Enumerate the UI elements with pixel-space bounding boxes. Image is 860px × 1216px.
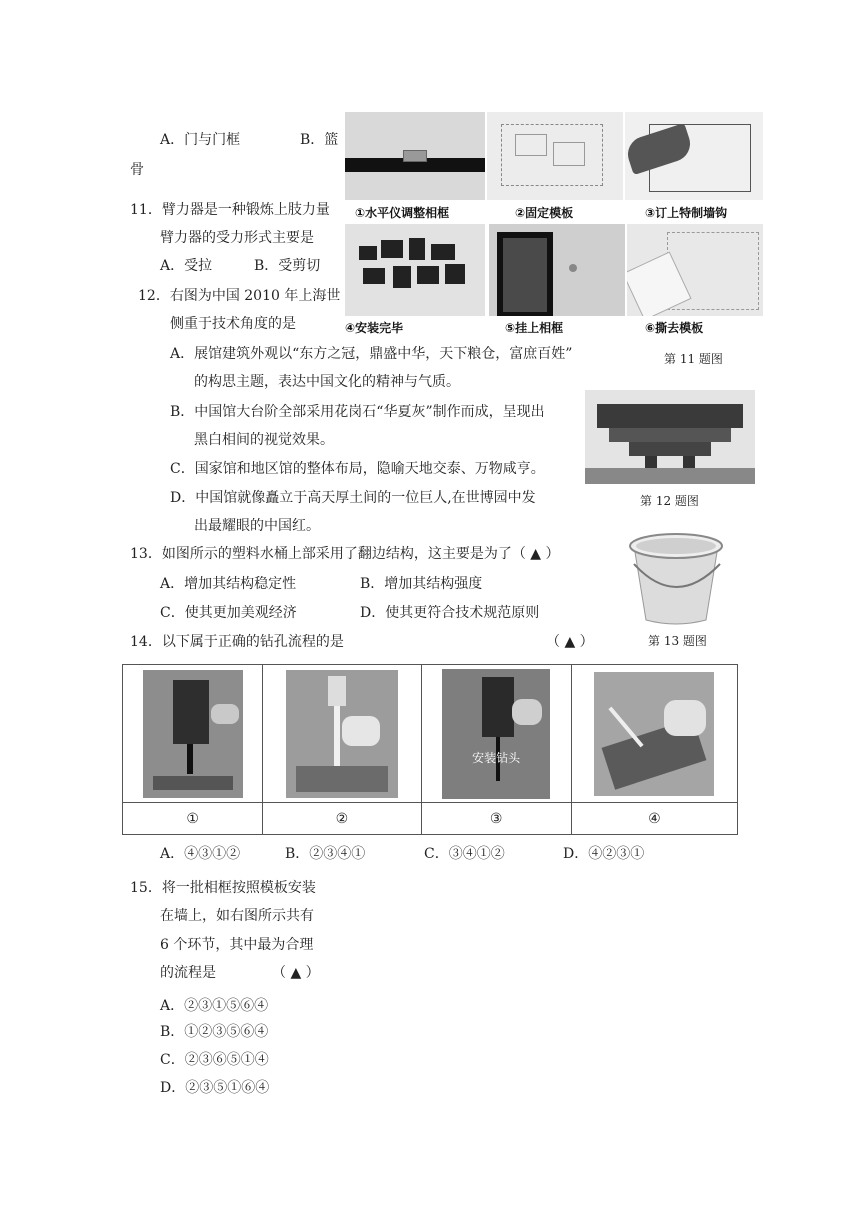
q12-option-b-line1: B．中国馆大台阶全部采用花岗石“华夏灰”制作而成，呈现出 [170,404,545,420]
q15-answer-slot: （ ▲ ） [272,965,320,981]
q14-drilling-steps-table [122,664,738,835]
q14-photo-3 [442,669,550,799]
q15-stem-line4: 的流程是 [160,965,216,981]
q12-option-c: C．国家馆和地区馆的整体布局，隐喻天地交泰、万物咸亨。 [170,461,545,477]
q12-option-d-line1: D．中国馆就像矗立于高天厚土间的一位巨人,在世博园中发 [170,490,536,506]
q14-cell-photo-4 [571,665,737,803]
q14-step-label-1: ① [123,803,263,835]
q14-step-label-4: ④ [571,803,737,835]
q11-stem-line1: 11．臂力器是一种锻炼上肢力量 [130,202,330,218]
fig11-caption-1: ①水平仪调整相框 [355,206,450,220]
fig11-caption-3: ③订上特制墙钩 [645,206,728,220]
q14-option-c: C．③④①② [424,846,505,862]
q12-option-b-line2: 黑白相间的视觉效果。 [194,432,334,448]
q13-option-c: C．使其更加美观经济 [160,605,297,621]
fig11-photo-6 [627,224,763,316]
q14-photo-1 [143,670,243,798]
q14-photo-2 [286,670,398,798]
q14-photo-4 [594,672,714,796]
q13-option-b: B．增加其结构强度 [360,576,483,592]
q12-option-d-line2: 出最耀眼的中国红。 [194,518,320,534]
q13-option-a: A．增加其结构稳定性 [160,576,297,592]
q15-option-c: C．②③⑥⑤①④ [160,1052,269,1068]
fig11-caption-4: ④安装完毕 [345,321,404,335]
q15-option-b: B．①②③⑤⑥④ [160,1024,269,1040]
q14-cell-photo-1 [123,665,263,803]
q15-option-a: A．②③①⑤⑥④ [160,998,269,1014]
q11-option-a: A．受拉 [160,258,213,274]
fig11-label: 第 11 题图 [664,352,723,366]
q15-stem-line2: 在墙上，如右图所示共有 [160,908,314,924]
fig11-photo-1 [345,112,485,200]
fig12-china-pavilion-photo [585,390,755,484]
fig11-photo-4 [345,224,485,316]
fig11-photo-2 [487,112,623,200]
q14-option-a: A．④③①② [160,846,241,862]
q14-photo-3-overlay-text: 安装钻头 [472,750,521,765]
q12-option-a-line2: 的构思主题，表达中国文化的精神与气质。 [194,374,460,390]
fig11-caption-5: ⑤挂上相框 [505,321,564,335]
q14-cell-photo-2 [263,665,421,803]
fig13-bucket-image [620,524,732,628]
q14-option-d: D．④②③① [563,846,645,862]
fig11-caption-2: ②固定模板 [515,206,574,220]
q10-option-b: B．篮 [300,132,339,148]
q15-option-d: D．②③⑤①⑥④ [160,1080,270,1096]
q11-option-b: B．受剪切 [254,258,321,274]
q12-stem-line2: 侧重于技术角度的是 [170,316,296,332]
q14-option-b: B．②③④① [285,846,366,862]
q14-answer-slot: （ ▲ ） [546,634,594,650]
q14-step-label-3: ③ [421,803,571,835]
q15-stem-line1: 15．将一批相框按照模板安装 [130,880,316,896]
q14-stem: 14．以下属于正确的钻孔流程的是 [130,634,344,650]
fig11-photo-3 [625,112,763,200]
q12-stem-line1: 12．右图为中国 2010 年上海世 [138,288,341,304]
q10-option-a: A．门与门框 [160,132,241,148]
q11-stem-line2: 臂力器的受力形式主要是 [160,230,314,246]
q10-wrap-text: 骨 [130,162,144,178]
q14-cell-photo-3 [421,665,571,803]
figure-11 [345,112,763,338]
fig12-label: 第 12 题图 [640,494,699,508]
fig13-label: 第 13 题图 [648,634,707,648]
q13-option-d: D．使其更符合技术规范原则 [360,605,540,621]
q12-option-a-line1: A．展馆建筑外观以“东方之冠，鼎盛中华，天下粮仓，富庶百姓” [170,346,573,362]
fig11-caption-6: ⑥撕去模板 [645,321,704,335]
q14-step-label-2: ② [263,803,421,835]
q13-stem: 13．如图所示的塑料水桶上部采用了翻边结构，这主要是为了（ ▲ ） [130,546,560,562]
q15-stem-line3: 6 个环节，其中最为合理 [160,937,314,953]
fig11-photo-5 [489,224,625,316]
